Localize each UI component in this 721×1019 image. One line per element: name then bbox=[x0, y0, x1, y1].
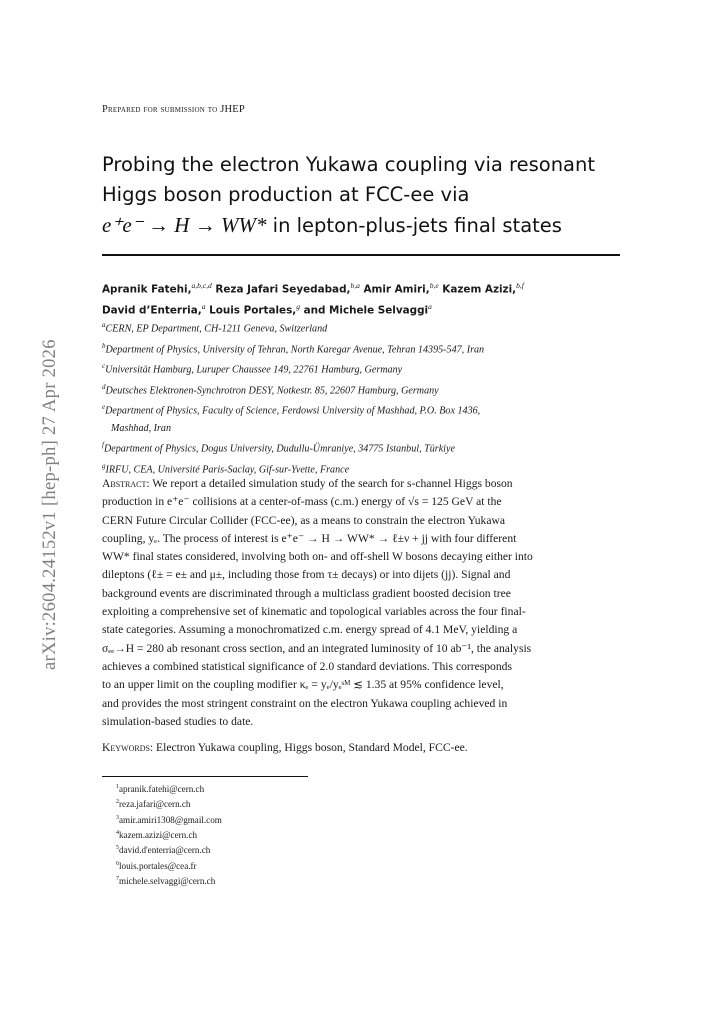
title-line-2: Higgs boson production at FCC-ee via bbox=[102, 183, 470, 206]
author-line-1 bbox=[102, 277, 632, 298]
affiliation-mark: b bbox=[102, 341, 106, 350]
affiliation-text: Department of Physics, Dogus University, Dudullu-Ümraniye, 34775 Istanbul, Türkiye bbox=[103, 443, 455, 455]
footnote bbox=[116, 858, 222, 873]
keywords-text: Electron Yukawa coupling, Higgs boson, Standard Model, FCC-ee. bbox=[153, 741, 468, 754]
affiliation-mark: f bbox=[102, 441, 104, 450]
footnote-email: amir.amiri1308@gmail.com bbox=[119, 814, 222, 825]
author-list bbox=[102, 277, 632, 320]
keywords bbox=[102, 741, 620, 754]
affiliation-text: Department of Physics, Faculty of Science, Ferdowsi University of Mashhad, P.O. Box 1436, bbox=[105, 405, 481, 417]
abstract bbox=[102, 475, 620, 731]
footnote-email: david.d'enterria@cern.ch bbox=[119, 845, 211, 856]
author-name: Louis Portales, bbox=[209, 304, 297, 317]
abstract-line: production in e⁺e⁻ collisions at a center-of-mass (c.m.) energy of √s = 125 GeV at the bbox=[102, 495, 502, 509]
abstract-line: CERN Future Circular Collider (FCC-ee), as a means to constrain the electron Yukawa bbox=[102, 513, 505, 527]
abstract-line bbox=[102, 475, 620, 493]
affiliation-text: CERN, EP Department, CH-1211 Geneva, Switzerland bbox=[105, 323, 328, 335]
author-affil-marks: b,f bbox=[516, 281, 524, 290]
abstract-line: exploiting a comprehensive set of kinematic and topological variables across the four final- bbox=[102, 605, 526, 619]
author-name: Apranik Fatehi, bbox=[102, 283, 192, 296]
affiliation-mark: c bbox=[102, 362, 106, 371]
keywords-label: Keywords: bbox=[102, 741, 154, 754]
paper-title bbox=[102, 150, 632, 241]
abstract-line: achieves a combined statistical significance of 2.0 standard deviations. This corresponds bbox=[102, 659, 512, 673]
footnote-rule bbox=[102, 776, 308, 777]
affiliation-mark: a bbox=[102, 321, 106, 329]
affiliation-text: Department of Physics, University of Tehran, North Karegar Avenue, Tehran 14395-547, Iran bbox=[105, 343, 485, 355]
footnote-email: kazem.azizi@cern.ch bbox=[119, 830, 198, 841]
abstract-line: to an upper limit on the coupling modifier κₑ = yₑ/yₑˢᴹ ≲ 1.35 at 95% confidence level, bbox=[102, 678, 504, 692]
abstract-line: simulation-based studies to date. bbox=[102, 714, 254, 728]
footnote-email: apranik.fatehi@cern.ch bbox=[119, 784, 205, 795]
title-line-3-text: in lepton-plus-jets final states bbox=[266, 214, 562, 237]
author-affil-marks: a bbox=[428, 302, 432, 312]
title-rule bbox=[102, 254, 620, 256]
footnote-number: 3 bbox=[116, 814, 119, 821]
affiliation-mark: d bbox=[102, 382, 106, 391]
affiliation bbox=[102, 399, 627, 420]
footnote bbox=[116, 842, 222, 857]
author-name: Reza Jafari Seyedabad, bbox=[215, 283, 351, 296]
author-name: and Michele Selvaggi bbox=[303, 304, 429, 317]
abstract-line: σₑₑ→H = 280 ab resonant cross section, and an integrated luminosity of 10 ab⁻¹, the analysis bbox=[102, 641, 532, 655]
abstract-line: coupling, yₑ. The process of interest is e⁺e⁻ → H → WW* → ℓ±ν + jj with four different bbox=[102, 531, 517, 545]
affiliation bbox=[102, 358, 627, 379]
footnote bbox=[116, 812, 222, 827]
affiliation bbox=[102, 338, 627, 359]
footnote-number: 5 bbox=[116, 845, 119, 852]
author-affil-marks: b,e bbox=[429, 281, 439, 290]
footnote-number: 7 bbox=[116, 875, 119, 882]
author-affil-marks: a bbox=[201, 302, 206, 312]
author-affil-marks: b,a bbox=[350, 281, 360, 290]
affiliation bbox=[102, 379, 627, 400]
affiliation-mark: g bbox=[102, 461, 106, 470]
title-line-1: Probing the electron Yukawa coupling via resonant bbox=[102, 153, 596, 176]
footnote-email: reza.jafari@cern.ch bbox=[119, 799, 191, 810]
footnote-number: 6 bbox=[116, 860, 119, 867]
abstract-line: background events are discriminated through a multiclass gradient boosted decision tree bbox=[102, 586, 511, 600]
affiliation bbox=[102, 317, 627, 338]
footnote-number: 4 bbox=[116, 829, 119, 836]
footnote-number: 1 bbox=[116, 784, 119, 790]
author-affil-marks: g bbox=[296, 302, 300, 312]
affiliation-text: Universität Hamburg, Luruper Chaussee 149, 22761 Hamburg, Germany bbox=[105, 364, 403, 376]
footnote bbox=[116, 796, 222, 811]
abstract-line: state categories. Assuming a monochromatized c.m. energy spread of 4.1 MeV, yielding a bbox=[102, 623, 518, 637]
affiliation-text: IRFU, CEA, Université Paris-Saclay, Gif-sur-Yvette, France bbox=[105, 463, 350, 475]
author-name: David d’Enterria, bbox=[102, 304, 202, 317]
affiliation bbox=[102, 437, 627, 458]
title-math: e⁺e⁻ → H → WW* bbox=[102, 213, 267, 237]
affiliation-text: Deutsches Elektronen-Synchrotron DESY, Notkestr. 85, 22607 Hamburg, Germany bbox=[105, 385, 439, 397]
footnote-number: 2 bbox=[116, 799, 119, 806]
footnote-email: michele.selvaggi@cern.ch bbox=[119, 876, 216, 886]
abstract-label: Abstract: bbox=[102, 477, 150, 490]
abstract-text: We report a detailed simulation study of the search for s-channel Higgs boson bbox=[149, 477, 513, 490]
footnote-list bbox=[116, 781, 222, 888]
abstract-line: and provides the most stringent constraint on the electron Yukawa coupling achieved in bbox=[102, 696, 508, 710]
footnote bbox=[116, 781, 222, 796]
affiliation-list bbox=[102, 317, 627, 478]
author-name: Amir Amiri, bbox=[363, 283, 430, 296]
affiliation-mark: e bbox=[102, 403, 106, 412]
submission-note: Prepared for submission to JHEP bbox=[102, 104, 245, 115]
affiliation-continuation: Mashhad, Iran bbox=[111, 422, 172, 434]
abstract-line: WW* final states considered, involving both on- and off-shell W bosons decaying either into bbox=[102, 550, 533, 564]
abstract-line: dileptons (ℓ± = e± and μ±, including those from τ± decays) or into dijets (jj). Signal and bbox=[102, 568, 511, 582]
author-affil-marks: a,b,c,d bbox=[191, 281, 212, 290]
footnote bbox=[116, 873, 222, 888]
footnote bbox=[116, 827, 222, 842]
author-name: Kazem Azizi, bbox=[442, 283, 517, 296]
arxiv-identifier: arXiv:2604.24152v1 [hep-ph] 27 Apr 2026 bbox=[40, 339, 60, 670]
title-line-3 bbox=[102, 210, 632, 241]
footnote-email: louis.portales@cea.fr bbox=[119, 860, 197, 871]
